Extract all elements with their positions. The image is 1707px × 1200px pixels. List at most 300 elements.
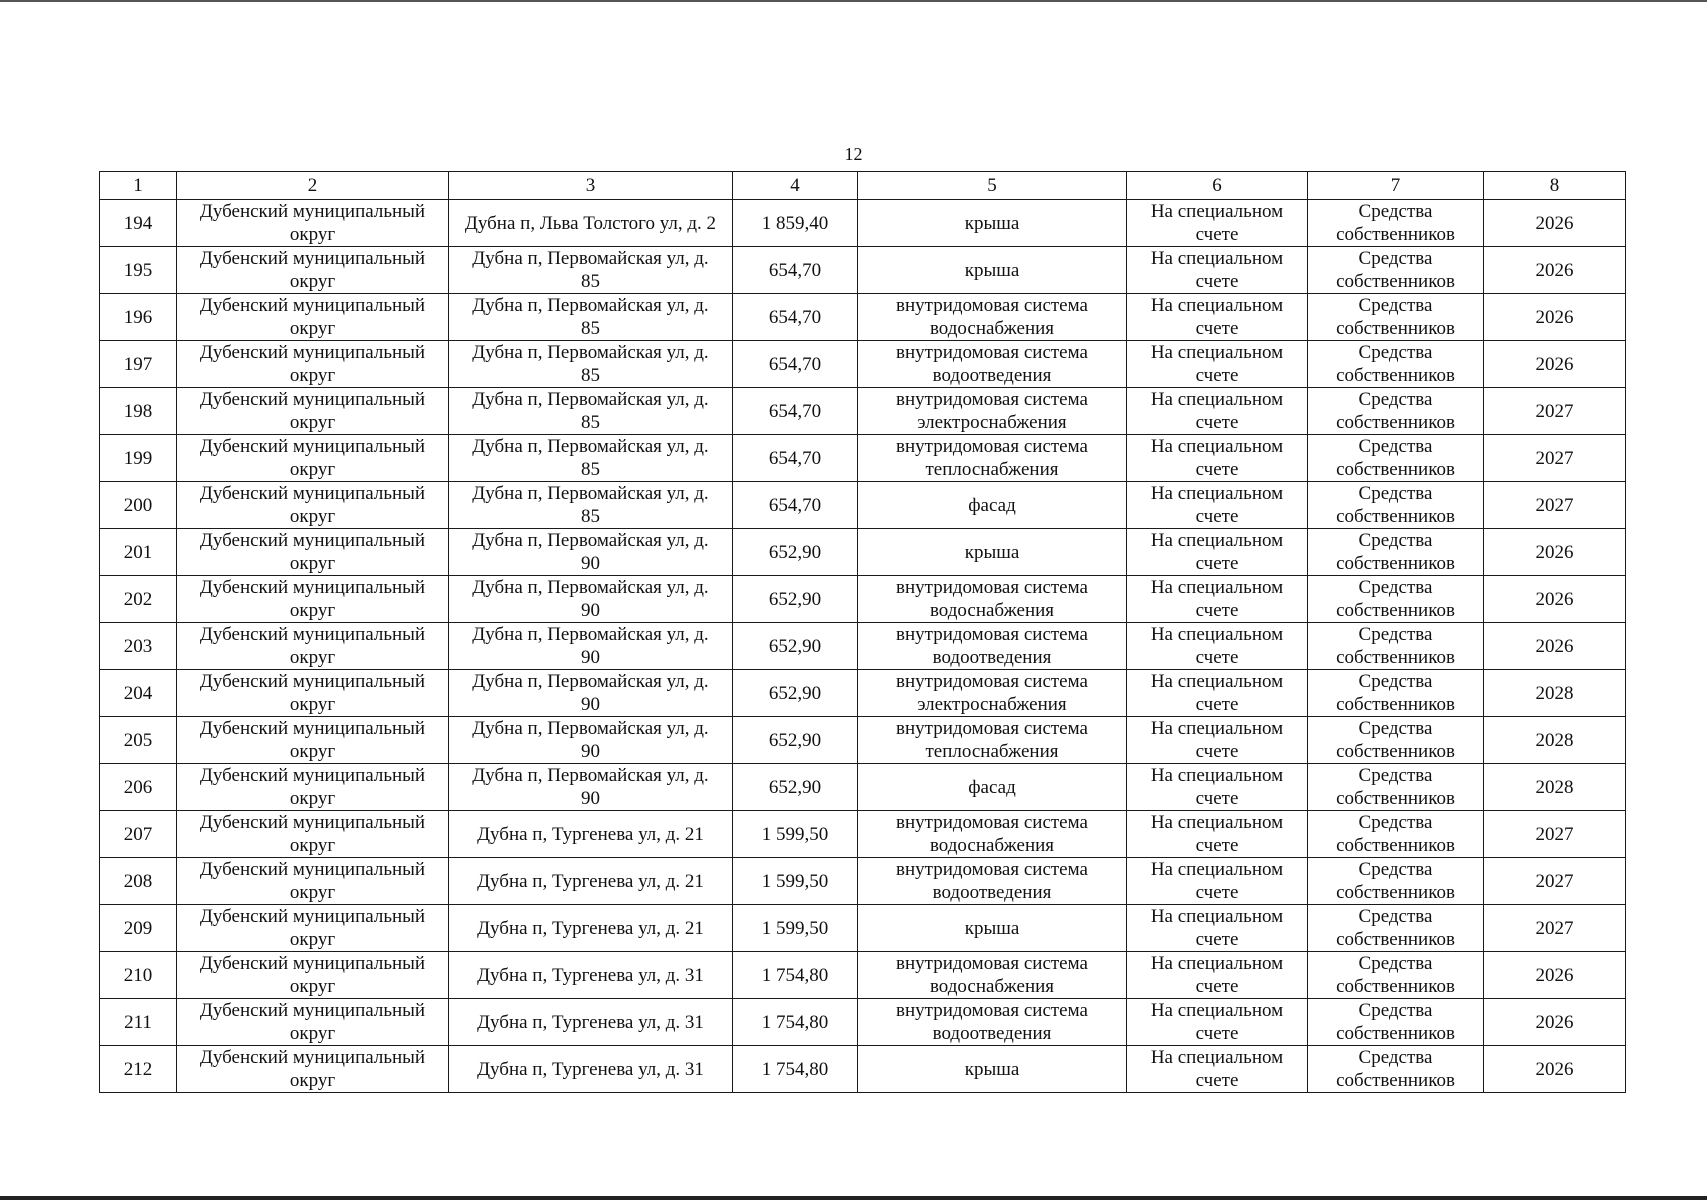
funding-source-cell-line: собственников — [1336, 1070, 1455, 1091]
column-number-row — [100, 172, 1626, 200]
funding-source-cell-line: Средства — [1358, 436, 1433, 457]
district-cell — [177, 294, 449, 341]
account-cell-line: На специальном — [1150, 530, 1284, 551]
account-cell — [1127, 670, 1308, 717]
work-type-cell — [858, 952, 1127, 999]
account-cell-line: На специальном — [1150, 953, 1284, 974]
district-cell — [177, 952, 449, 999]
district-cell-line: округ — [289, 271, 336, 292]
address-cell — [449, 952, 733, 999]
area-cell: 1 599,50 — [733, 811, 858, 858]
account-cell-line: На специальном — [1150, 906, 1284, 927]
district-cell — [177, 811, 449, 858]
work-type-cell-line: фасад — [968, 776, 1016, 798]
work-type-cell-line: водоотведения — [932, 882, 1052, 903]
row-number-cell: 212 — [100, 1046, 177, 1093]
funding-source-cell — [1308, 200, 1484, 247]
account-cell — [1127, 858, 1308, 905]
address-cell — [449, 999, 733, 1046]
row-number-cell: 199 — [100, 435, 177, 482]
funding-source-cell — [1308, 247, 1484, 294]
account-cell-line: На специальном — [1150, 389, 1284, 410]
account-cell-line: счете — [1195, 929, 1239, 950]
work-type-cell-line: электроснабжения — [917, 694, 1067, 715]
district-cell-line: округ — [289, 741, 336, 762]
funding-source-cell — [1308, 388, 1484, 435]
funding-source-cell-line: собственников — [1336, 647, 1455, 668]
table-row — [100, 247, 1626, 294]
address-cell-line: Дубна п, Тургенева ул, д. 31 — [477, 1011, 704, 1033]
table-body — [100, 200, 1626, 1093]
account-cell-line: На специальном — [1150, 671, 1284, 692]
address-cell-line: Дубна п, Льва Толстого ул, д. 2 — [464, 212, 717, 234]
address-cell — [449, 388, 733, 435]
work-type-cell — [858, 341, 1127, 388]
address-cell-line: Дубна п, Тургенева ул, д. 21 — [477, 870, 704, 892]
work-type-cell — [858, 905, 1127, 952]
address-cell-line: 85 — [581, 506, 600, 527]
funding-source-cell-line: Средства — [1358, 342, 1433, 363]
year-cell: 2026 — [1484, 529, 1626, 576]
address-cell-line: 90 — [581, 600, 600, 621]
area-cell: 654,70 — [733, 341, 858, 388]
account-cell-line: счете — [1195, 459, 1239, 480]
account-cell — [1127, 623, 1308, 670]
address-cell-line: 85 — [581, 459, 600, 480]
account-cell-line: На специальном — [1150, 1000, 1284, 1021]
column-header: 8 — [1484, 172, 1626, 200]
year-cell: 2026 — [1484, 576, 1626, 623]
funding-source-cell-line: собственников — [1336, 412, 1455, 433]
area-cell: 1 754,80 — [733, 952, 858, 999]
table-row — [100, 905, 1626, 952]
column-header: 7 — [1308, 172, 1484, 200]
work-type-cell-line: внутридомовая система — [896, 295, 1088, 316]
address-cell — [449, 858, 733, 905]
table-row — [100, 952, 1626, 999]
table-row — [100, 388, 1626, 435]
district-cell-line: Дубенский муниципальный — [199, 530, 426, 551]
work-type-cell-line: внутридомовая система — [896, 389, 1088, 410]
account-cell — [1127, 1046, 1308, 1093]
area-cell: 1 859,40 — [733, 200, 858, 247]
account-cell — [1127, 717, 1308, 764]
address-cell — [449, 435, 733, 482]
district-cell-line: Дубенский муниципальный — [199, 812, 426, 833]
funding-source-cell-line: собственников — [1336, 506, 1455, 527]
address-cell — [449, 1046, 733, 1093]
work-type-cell — [858, 999, 1127, 1046]
row-number-cell: 207 — [100, 811, 177, 858]
work-type-cell — [858, 388, 1127, 435]
column-header: 3 — [449, 172, 733, 200]
work-type-cell-line: внутридомовая система — [896, 812, 1088, 833]
work-type-cell-line: внутридомовая система — [896, 718, 1088, 739]
account-cell-line: счете — [1195, 1023, 1239, 1044]
work-type-cell — [858, 529, 1127, 576]
work-type-cell-line: крыша — [964, 541, 1020, 563]
address-cell — [449, 623, 733, 670]
funding-source-cell — [1308, 341, 1484, 388]
address-cell-line: Дубна п, Первомайская ул, д. — [472, 436, 709, 457]
district-cell — [177, 623, 449, 670]
table-row — [100, 294, 1626, 341]
funding-source-cell — [1308, 529, 1484, 576]
account-cell-line: счете — [1195, 271, 1239, 292]
account-cell-line: На специальном — [1150, 1047, 1284, 1068]
district-cell — [177, 200, 449, 247]
account-cell-line: счете — [1195, 506, 1239, 527]
district-cell — [177, 341, 449, 388]
address-cell-line: Дубна п, Первомайская ул, д. — [472, 765, 709, 786]
account-cell-line: счете — [1195, 647, 1239, 668]
area-cell: 652,90 — [733, 717, 858, 764]
funding-source-cell-line: собственников — [1336, 271, 1455, 292]
address-cell-line: Дубна п, Тургенева ул, д. 31 — [477, 1058, 704, 1080]
year-cell: 2026 — [1484, 623, 1626, 670]
address-cell-line: 90 — [581, 647, 600, 668]
area-cell: 654,70 — [733, 482, 858, 529]
area-cell: 652,90 — [733, 623, 858, 670]
account-cell-line: На специальном — [1150, 765, 1284, 786]
account-cell-line: счете — [1195, 976, 1239, 997]
row-number-cell: 197 — [100, 341, 177, 388]
table-row — [100, 717, 1626, 764]
district-cell-line: округ — [289, 976, 336, 997]
account-cell-line: счете — [1195, 835, 1239, 856]
work-type-cell-line: фасад — [968, 494, 1016, 516]
funding-source-cell-line: Средства — [1358, 295, 1433, 316]
table-row — [100, 670, 1626, 717]
work-type-cell-line: водоснабжения — [929, 835, 1055, 856]
work-type-cell-line: водоотведения — [932, 647, 1052, 668]
work-type-cell — [858, 247, 1127, 294]
address-cell — [449, 811, 733, 858]
district-cell-line: Дубенский муниципальный — [199, 342, 426, 363]
year-cell: 2027 — [1484, 811, 1626, 858]
area-cell: 654,70 — [733, 435, 858, 482]
address-cell — [449, 529, 733, 576]
address-cell-line: 90 — [581, 741, 600, 762]
funding-source-cell-line: собственников — [1336, 1023, 1455, 1044]
address-cell-line: Дубна п, Тургенева ул, д. 31 — [477, 964, 704, 986]
account-cell-line: счете — [1195, 1070, 1239, 1091]
funding-source-cell-line: собственников — [1336, 788, 1455, 809]
account-cell — [1127, 811, 1308, 858]
work-type-cell — [858, 811, 1127, 858]
year-cell: 2026 — [1484, 1046, 1626, 1093]
year-cell: 2027 — [1484, 858, 1626, 905]
work-type-cell-line: крыша — [964, 1058, 1020, 1080]
district-cell — [177, 717, 449, 764]
funding-source-cell — [1308, 482, 1484, 529]
address-cell-line: 85 — [581, 412, 600, 433]
address-cell — [449, 482, 733, 529]
year-cell: 2027 — [1484, 482, 1626, 529]
district-cell-line: округ — [289, 318, 336, 339]
district-cell-line: Дубенский муниципальный — [199, 436, 426, 457]
account-cell-line: счете — [1195, 318, 1239, 339]
funding-source-cell-line: собственников — [1336, 600, 1455, 621]
district-cell — [177, 764, 449, 811]
area-cell: 654,70 — [733, 294, 858, 341]
row-number-cell: 204 — [100, 670, 177, 717]
table-row — [100, 200, 1626, 247]
funding-source-cell-line: собственников — [1336, 929, 1455, 950]
work-type-cell-line: водоснабжения — [929, 318, 1055, 339]
district-cell-line: округ — [289, 365, 336, 386]
column-header: 4 — [733, 172, 858, 200]
address-cell-line: 90 — [581, 694, 600, 715]
area-cell: 652,90 — [733, 670, 858, 717]
table-row — [100, 999, 1626, 1046]
account-cell-line: На специальном — [1150, 483, 1284, 504]
funding-source-cell-line: Средства — [1358, 953, 1433, 974]
address-cell-line: Дубна п, Первомайская ул, д. — [472, 624, 709, 645]
district-cell-line: Дубенский муниципальный — [199, 248, 426, 269]
account-cell — [1127, 482, 1308, 529]
account-cell-line: счете — [1195, 694, 1239, 715]
district-cell-line: округ — [289, 600, 336, 621]
funding-source-cell — [1308, 717, 1484, 764]
area-cell: 1 599,50 — [733, 858, 858, 905]
address-cell-line: 90 — [581, 788, 600, 809]
account-cell-line: На специальном — [1150, 718, 1284, 739]
work-type-cell-line: водоснабжения — [929, 600, 1055, 621]
row-number-cell: 211 — [100, 999, 177, 1046]
account-cell — [1127, 341, 1308, 388]
district-cell-line: Дубенский муниципальный — [199, 201, 426, 222]
year-cell: 2027 — [1484, 905, 1626, 952]
column-header: 2 — [177, 172, 449, 200]
row-number-cell: 205 — [100, 717, 177, 764]
district-cell — [177, 388, 449, 435]
work-type-cell — [858, 623, 1127, 670]
account-cell-line: счете — [1195, 600, 1239, 621]
work-schedule-table — [99, 171, 1626, 1093]
account-cell-line: счете — [1195, 365, 1239, 386]
work-type-cell — [858, 1046, 1127, 1093]
account-cell-line: На специальном — [1150, 812, 1284, 833]
district-cell-line: округ — [289, 1070, 336, 1091]
district-cell — [177, 482, 449, 529]
account-cell-line: счете — [1195, 553, 1239, 574]
account-cell-line: На специальном — [1150, 201, 1284, 222]
account-cell-line: На специальном — [1150, 248, 1284, 269]
address-cell — [449, 717, 733, 764]
district-cell-line: округ — [289, 412, 336, 433]
work-type-cell-line: внутридомовая система — [896, 436, 1088, 457]
work-type-cell-line: крыша — [964, 212, 1020, 234]
funding-source-cell-line: Средства — [1358, 624, 1433, 645]
district-cell-line: Дубенский муниципальный — [199, 953, 426, 974]
funding-source-cell-line: Средства — [1358, 671, 1433, 692]
area-cell: 654,70 — [733, 247, 858, 294]
year-cell: 2026 — [1484, 247, 1626, 294]
funding-source-cell — [1308, 811, 1484, 858]
address-cell-line: Дубна п, Тургенева ул, д. 21 — [477, 823, 704, 845]
address-cell-line: Дубна п, Первомайская ул, д. — [472, 342, 709, 363]
funding-source-cell-line: собственников — [1336, 882, 1455, 903]
table-row — [100, 576, 1626, 623]
work-type-cell-line: внутридомовая система — [896, 624, 1088, 645]
account-cell — [1127, 435, 1308, 482]
funding-source-cell-line: Средства — [1358, 765, 1433, 786]
district-cell — [177, 999, 449, 1046]
funding-source-cell — [1308, 435, 1484, 482]
work-type-cell-line: водоснабжения — [929, 976, 1055, 997]
address-cell-line: Дубна п, Первомайская ул, д. — [472, 389, 709, 410]
district-cell-line: Дубенский муниципальный — [199, 1047, 426, 1068]
area-cell: 1 754,80 — [733, 999, 858, 1046]
address-cell-line: Дубна п, Первомайская ул, д. — [472, 295, 709, 316]
funding-source-cell — [1308, 764, 1484, 811]
account-cell — [1127, 388, 1308, 435]
account-cell-line: счете — [1195, 741, 1239, 762]
column-header: 6 — [1127, 172, 1308, 200]
funding-source-cell-line: Средства — [1358, 389, 1433, 410]
work-type-cell-line: внутридомовая система — [896, 342, 1088, 363]
district-cell-line: Дубенский муниципальный — [199, 483, 426, 504]
row-number-cell: 200 — [100, 482, 177, 529]
account-cell — [1127, 247, 1308, 294]
account-cell-line: счете — [1195, 882, 1239, 903]
district-cell-line: округ — [289, 1023, 336, 1044]
district-cell-line: Дубенский муниципальный — [199, 577, 426, 598]
address-cell-line: Дубна п, Первомайская ул, д. — [472, 530, 709, 551]
table-row — [100, 1046, 1626, 1093]
address-cell-line: Дубна п, Первомайская ул, д. — [472, 248, 709, 269]
row-number-cell: 194 — [100, 200, 177, 247]
funding-source-cell-line: Средства — [1358, 1047, 1433, 1068]
address-cell — [449, 247, 733, 294]
account-cell-line: На специальном — [1150, 436, 1284, 457]
funding-source-cell-line: Средства — [1358, 248, 1433, 269]
account-cell — [1127, 529, 1308, 576]
work-type-cell-line: водоотведения — [932, 1023, 1052, 1044]
scan-edge-bottom — [0, 1196, 1707, 1200]
funding-source-cell-line: собственников — [1336, 224, 1455, 245]
account-cell-line: На специальном — [1150, 342, 1284, 363]
row-number-cell: 195 — [100, 247, 177, 294]
year-cell: 2026 — [1484, 341, 1626, 388]
account-cell-line: На специальном — [1150, 295, 1284, 316]
work-type-cell-line: внутридомовая система — [896, 859, 1088, 880]
funding-source-cell-line: Средства — [1358, 483, 1433, 504]
funding-source-cell-line: Средства — [1358, 718, 1433, 739]
table-row — [100, 623, 1626, 670]
table-row — [100, 811, 1626, 858]
district-cell — [177, 905, 449, 952]
district-cell-line: округ — [289, 506, 336, 527]
account-cell — [1127, 905, 1308, 952]
funding-source-cell-line: собственников — [1336, 976, 1455, 997]
address-cell-line: 90 — [581, 553, 600, 574]
district-cell — [177, 435, 449, 482]
funding-source-cell — [1308, 294, 1484, 341]
work-type-cell-line: теплоснабжения — [925, 459, 1059, 480]
account-cell — [1127, 576, 1308, 623]
table-row — [100, 482, 1626, 529]
district-cell — [177, 529, 449, 576]
district-cell-line: Дубенский муниципальный — [199, 765, 426, 786]
account-cell — [1127, 294, 1308, 341]
year-cell: 2028 — [1484, 764, 1626, 811]
account-cell-line: счете — [1195, 224, 1239, 245]
funding-source-cell — [1308, 576, 1484, 623]
district-cell — [177, 670, 449, 717]
year-cell: 2026 — [1484, 999, 1626, 1046]
address-cell-line: 85 — [581, 365, 600, 386]
funding-source-cell-line: Средства — [1358, 812, 1433, 833]
district-cell-line: Дубенский муниципальный — [199, 389, 426, 410]
district-cell-line: Дубенский муниципальный — [199, 671, 426, 692]
funding-source-cell — [1308, 623, 1484, 670]
funding-source-cell — [1308, 670, 1484, 717]
funding-source-cell-line: Средства — [1358, 1000, 1433, 1021]
funding-source-cell-line: собственников — [1336, 741, 1455, 762]
district-cell-line: округ — [289, 459, 336, 480]
address-cell-line: Дубна п, Первомайская ул, д. — [472, 718, 709, 739]
account-cell — [1127, 999, 1308, 1046]
table-row — [100, 764, 1626, 811]
funding-source-cell-line: собственников — [1336, 318, 1455, 339]
address-cell — [449, 294, 733, 341]
work-type-cell — [858, 576, 1127, 623]
area-cell: 652,90 — [733, 764, 858, 811]
address-cell-line: 85 — [581, 271, 600, 292]
area-cell: 1 754,80 — [733, 1046, 858, 1093]
column-header: 5 — [858, 172, 1127, 200]
district-cell-line: округ — [289, 788, 336, 809]
work-type-cell-line: водоотведения — [932, 365, 1052, 386]
work-type-cell — [858, 435, 1127, 482]
row-number-cell: 208 — [100, 858, 177, 905]
funding-source-cell — [1308, 858, 1484, 905]
year-cell: 2026 — [1484, 200, 1626, 247]
district-cell-line: округ — [289, 647, 336, 668]
funding-source-cell — [1308, 952, 1484, 999]
work-type-cell — [858, 858, 1127, 905]
row-number-cell: 201 — [100, 529, 177, 576]
year-cell: 2027 — [1484, 435, 1626, 482]
funding-source-cell-line: собственников — [1336, 365, 1455, 386]
district-cell — [177, 576, 449, 623]
work-type-cell-line: внутридомовая система — [896, 671, 1088, 692]
funding-source-cell-line: Средства — [1358, 577, 1433, 598]
work-type-cell-line: внутридомовая система — [896, 1000, 1088, 1021]
work-type-cell-line: электроснабжения — [917, 412, 1067, 433]
district-cell-line: Дубенский муниципальный — [199, 624, 426, 645]
row-number-cell: 203 — [100, 623, 177, 670]
district-cell-line: Дубенский муниципальный — [199, 1000, 426, 1021]
year-cell: 2028 — [1484, 670, 1626, 717]
work-type-cell — [858, 670, 1127, 717]
address-cell-line: Дубна п, Первомайская ул, д. — [472, 671, 709, 692]
year-cell: 2026 — [1484, 952, 1626, 999]
district-cell — [177, 247, 449, 294]
funding-source-cell — [1308, 999, 1484, 1046]
funding-source-cell-line: Средства — [1358, 859, 1433, 880]
district-cell-line: округ — [289, 553, 336, 574]
district-cell-line: округ — [289, 835, 336, 856]
account-cell — [1127, 764, 1308, 811]
district-cell-line: округ — [289, 882, 336, 903]
district-cell-line: округ — [289, 224, 336, 245]
funding-source-cell-line: Средства — [1358, 201, 1433, 222]
page-number: 12 — [844, 144, 863, 164]
funding-source-cell-line: собственников — [1336, 835, 1455, 856]
